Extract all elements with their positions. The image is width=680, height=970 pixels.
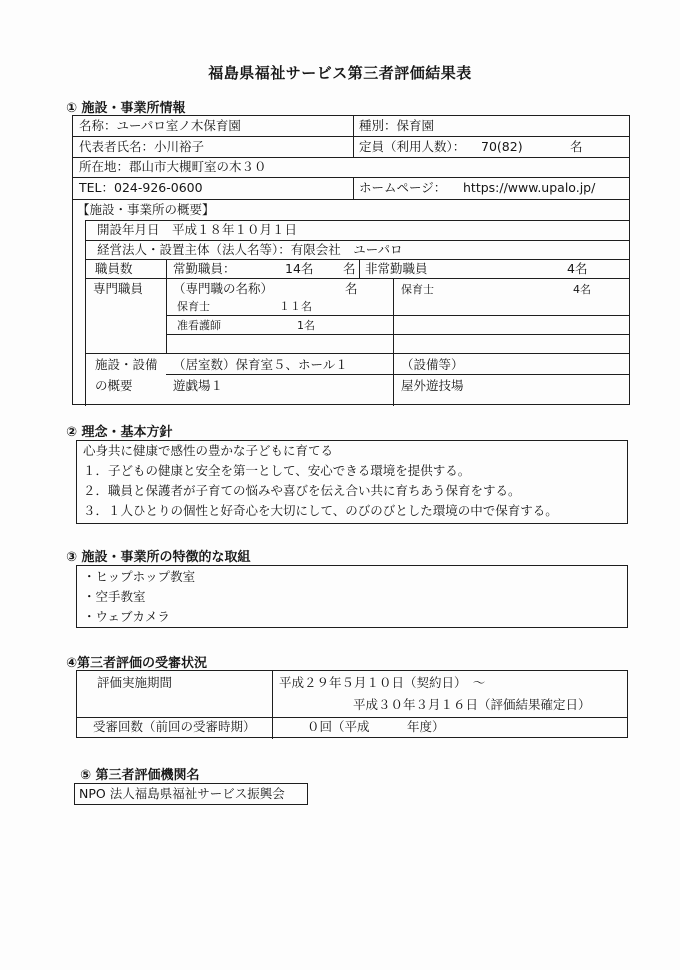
spec-right-name: 保育士 [401,283,434,296]
room-count: （居室数）保育室５、ホール１ [173,357,348,372]
section-2-heading: ② 理念・基本方針 [66,425,173,440]
opening-date: 開設年月日 平成１８年１０月１日 [97,222,298,237]
specialist-label: 専門職員 [93,281,144,296]
spec-row-name: 保育士 [177,300,210,313]
evaluation-status-table [76,670,628,738]
policy-line: ２．職員と保護者が子育ての悩みや喜びを伝え合い共に育ちあう保育をする。 [83,483,521,498]
philosophy-box [76,440,628,524]
facility-type: 種別：保育園 [359,118,435,133]
room-count-2: 遊戯場１ [173,378,224,393]
parttime-count: 4名 [567,261,588,276]
evaluation-org-name: NPO 法人福島県福祉サービス振興会 [79,786,285,801]
facility-info-table [72,115,630,405]
section-4-heading: ④第三者評価の受審状況 [66,656,208,671]
representative-name: 代表者氏名：小川裕子 [79,139,205,154]
parttime-label: 非常勤職員 [365,261,428,276]
evaluation-period-label: 評価実施期間 [97,675,173,690]
evaluation-period-start: 平成２９年５月１０日（契約日） ～ [279,675,486,690]
features-box [76,565,628,628]
policy-line: ３．１人ひとりの個性と好奇心を大切にして、のびのびとした環境の中で保育する。 [83,503,558,518]
homepage-url[interactable]: https://www.upalo.jp/ [463,180,596,195]
specialist-name-header: （専門職の名称） [173,281,274,296]
page-title: 福島県福祉サービス第三者評価結果表 [208,64,472,82]
evaluation-org-box [74,783,308,805]
fulltime-unit: 名 [343,261,356,276]
operator: 経営法人・設置主体（法人名等）：有限会社 ユーパロ [97,242,403,257]
capacity-label: 定員（利用人数）： [359,139,466,154]
section-3-heading: ③ 施設・事業所の特徴的な取組 [66,550,251,565]
review-count-value: ０回（平成 年度） [307,719,445,734]
feature-item: ・空手教室 [83,589,146,604]
fulltime-count: 14名 [285,261,314,276]
capacity-value: 70(82) [481,139,523,154]
address: 所在地：郡山市大槻町室の木３０ [79,159,267,174]
staff-count-label: 職員数 [95,261,133,276]
facility-equip-label: 施設・設備 [95,357,158,372]
spec-row-count: １１名 [279,300,312,313]
policy-line: １．子どもの健康と安全を第一として、安心できる環境を提供する。 [83,463,471,478]
equipment: 屋外遊技場 [401,378,464,393]
spec-row-name: 准看護師 [177,319,221,332]
equipment-header: （設備等） [401,357,464,372]
spec-row-count: 1名 [297,319,315,332]
feature-item: ・ヒップホップ教室 [83,569,196,584]
philosophy-line: 心身共に健康で感性の豊かな子どもに育てる [83,443,334,458]
review-count-label: 受審回数（前回の受審時期） [93,719,256,734]
specialist-unit: 名 [345,281,358,296]
section-5-heading: ⑤ 第三者評価機関名 [80,768,200,783]
spec-right-count: 4名 [573,283,591,296]
homepage-label: ホームページ： [359,180,447,195]
facility-equip-label-2: の概要 [95,378,133,393]
overview-heading: 【施設・事業所の概要】 [77,202,215,217]
section-1-heading: ① 施設・事業所情報 [66,101,186,116]
fulltime-label: 常勤職員： [173,261,236,276]
capacity-unit: 名 [570,139,583,154]
telephone: TEL：024-926-0600 [79,180,203,195]
facility-name: 名称：ユーパロ室ノ木保育園 [79,118,241,133]
feature-item: ・ウェブカメラ [83,609,170,624]
evaluation-period-end: 平成３０年３月１６日（評価結果確定日） [353,697,591,712]
